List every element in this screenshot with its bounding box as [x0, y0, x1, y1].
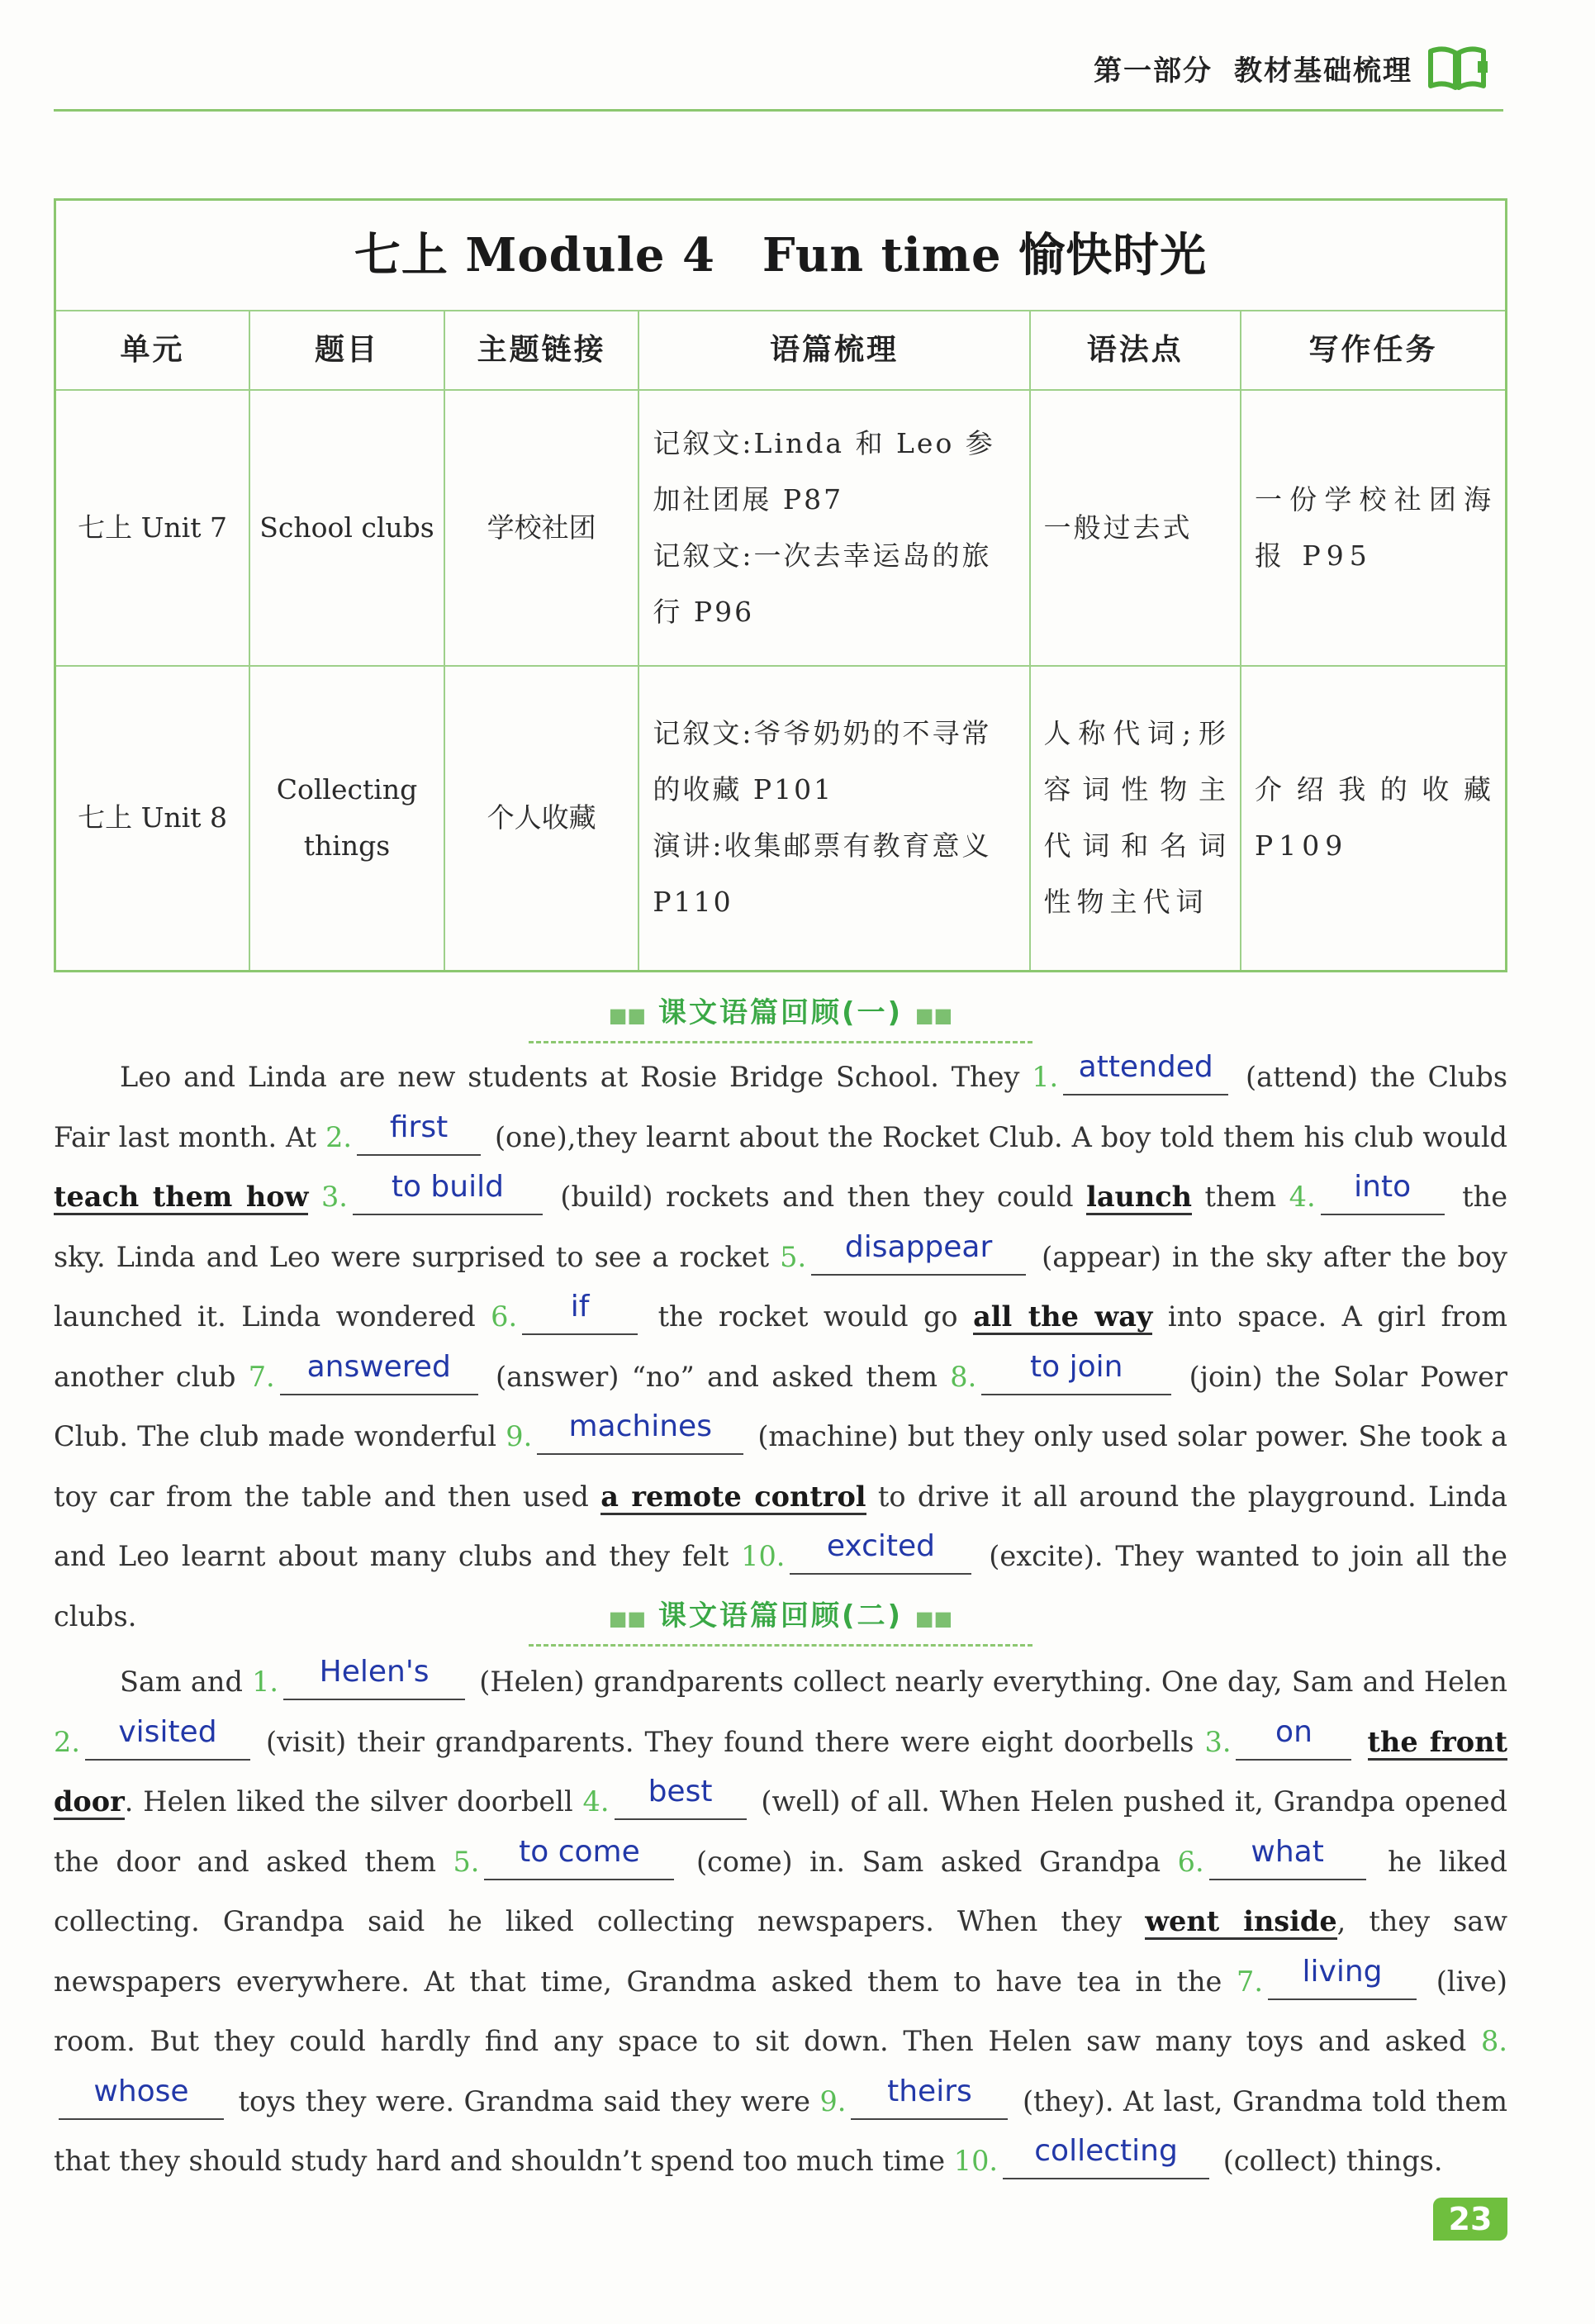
row-topic: Collecting things [249, 666, 444, 972]
answer-blank[interactable]: what [1209, 1846, 1366, 1880]
table-row [55, 390, 1507, 666]
answer-blank[interactable]: visited [85, 1726, 250, 1761]
header-unit: 单元 [55, 311, 250, 390]
module-table [54, 198, 1507, 972]
answer-blank[interactable]: to come [484, 1846, 674, 1880]
header-grammar: 语法点 [1030, 311, 1241, 390]
book-icon [1426, 43, 1488, 93]
text-item: 记叙文:爷爷奶奶的不寻常的收藏 P101 [653, 717, 992, 806]
row-topic: School clubs [249, 390, 444, 666]
key-phrase: went inside [1145, 1905, 1336, 1940]
answer-blank[interactable]: living [1268, 1965, 1417, 2000]
answer-blank[interactable]: collecting [1003, 2145, 1209, 2179]
answer-blank[interactable]: into [1321, 1181, 1445, 1215]
page-header [54, 41, 1503, 112]
section1-title: ■■ 课文语篇回顾(一) ■■ [529, 990, 1032, 1043]
row-grammar: 一般过去式 [1030, 390, 1241, 666]
row-grammar: 人称代词;形容词性物主代词和名词性物主代词 [1030, 666, 1241, 972]
answer-blank[interactable]: Helen's [283, 1666, 465, 1700]
key-phrase: teach them how [54, 1181, 308, 1215]
key-phrase: the front door [54, 1726, 1507, 1821]
row-unit: 七上 Unit 7 [55, 390, 250, 666]
key-phrase: launch [1086, 1181, 1192, 1215]
text-item: 演讲:收集邮票有教育意义 P110 [653, 829, 992, 919]
text-item: 记叙文:一次去幸运岛的旅行 P96 [653, 539, 992, 628]
page-number: 23 [1433, 2198, 1507, 2241]
text-item: 记叙文:Linda 和 Leo 参加社团展 P87 [653, 426, 995, 516]
module-title: 七上 Module 4 Fun time 愉快时光 [55, 200, 1507, 311]
header-topic: 题目 [249, 311, 444, 390]
row-writing: 一份学校社团海报 P95 [1241, 390, 1507, 666]
answer-blank[interactable]: to join [981, 1361, 1171, 1395]
answer-blank[interactable]: machines [537, 1420, 743, 1455]
row-texts [638, 390, 1029, 666]
header-texts: 语篇梳理 [638, 311, 1029, 390]
answer-blank[interactable]: best [615, 1785, 747, 1820]
key-phrase: a remote control [600, 1480, 866, 1515]
header-writing: 写作任务 [1241, 311, 1507, 390]
answer-blank[interactable]: whose [59, 2085, 224, 2120]
row-theme: 个人收藏 [444, 666, 638, 972]
header-subtitle: 教材基础梳理 [1234, 55, 1412, 88]
answer-blank[interactable]: on [1236, 1726, 1351, 1761]
answer-blank[interactable]: first [357, 1121, 481, 1156]
answer-blank[interactable]: theirs [851, 2085, 1008, 2120]
answer-blank[interactable]: answered [280, 1361, 478, 1395]
header-theme: 主题链接 [444, 311, 638, 390]
answer-blank[interactable]: to build [353, 1181, 543, 1215]
row-unit: 七上 Unit 8 [55, 666, 250, 972]
key-phrase: all the way [973, 1300, 1152, 1335]
table-row [55, 666, 1507, 972]
answer-blank[interactable]: excited [790, 1540, 971, 1575]
section2-title: ■■ 课文语篇回顾(二) ■■ [529, 1593, 1032, 1647]
header-title [1094, 48, 1412, 88]
section2-passage: Sam and 1. Helen's (Helen) grandparents collect nearly everything. One day, Sam and Helen 2. visited (visit) their grandparents. They found there were eight doorbells 3. on the front door. Helen liked the silver doorbell 4. best (well) of all. When Helen pushed it, Grandpa opened the door and asked them 5. to come (come) in. Sam asked Grandpa 6. what he liked collecting. Grandpa said he liked collecting newspapers. When they went inside, they saw newspapers everywhere. At that time, Grandma asked them to have tea in the 7. living (live) room. But they could hardly find any space to sit down. Then Helen saw many toys and asked 8.whose toys they were. Grandma said they were 9. theirs (they). At last, Grandma told them that they should study hard and shouldn’t spend too much time 10. collecting (collect) things. [54, 1652, 1507, 2192]
row-theme: 学校社团 [444, 390, 638, 666]
header-part: 第一部分 [1094, 55, 1213, 88]
section1-passage: Leo and Linda are new students at Rosie Bridge School. They 1. attended (attend) the Clubs Fair last month. At 2. first (one),they learnt about the Rocket Club. A boy told them his club would teach them how 3. to build (build) rockets and then they could launch them 4. into the sky. Linda and Leo were surprised to see a rocket 5. disappear (appear) in the sky after the boy launched it. Linda wondered 6. if the rocket would go all the way into space. A girl from another club 7. answered (answer) “no” and asked them 8. to join (join) the Solar Power Club. The club made wonderful 9. machines (machine) but they only used solar power. She took a toy car from the table and then used a remote control to drive it all around the playground. Linda and Leo learnt about many clubs and they felt 10. excited (excite). They wanted to join all the clubs. [54, 1050, 1508, 1633]
row-texts [638, 666, 1029, 972]
row-writing: 介绍我的收藏 P109 [1241, 666, 1507, 972]
answer-blank[interactable]: attended [1063, 1061, 1228, 1095]
answer-blank[interactable]: disappear [811, 1241, 1026, 1276]
answer-blank[interactable]: if [522, 1300, 638, 1335]
